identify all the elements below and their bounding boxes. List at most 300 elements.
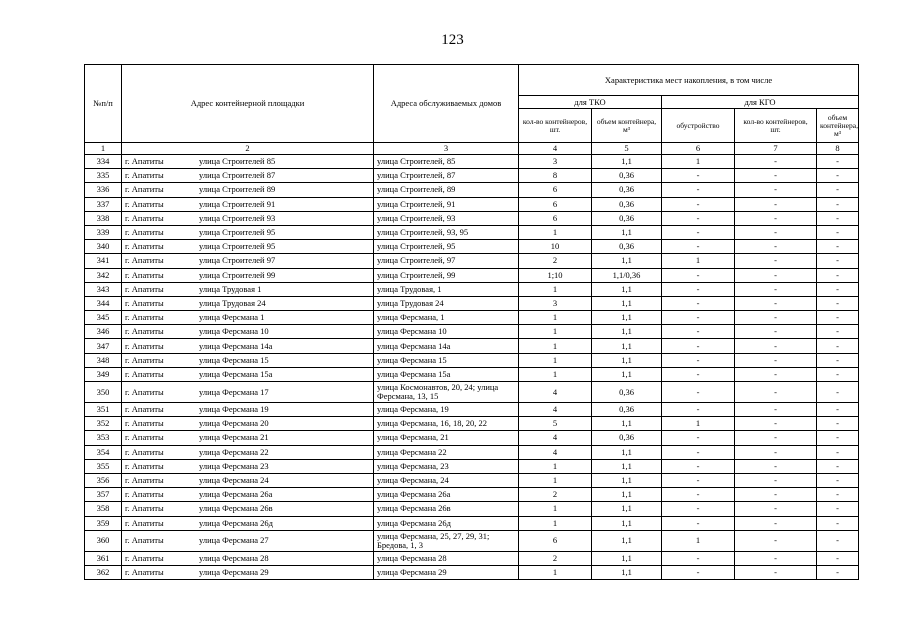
kgo-count: -: [735, 282, 817, 296]
kgo-volume: -: [817, 268, 859, 282]
served-houses: улица Трудовая 24: [374, 296, 519, 310]
served-houses: улица Ферсмана, 24: [374, 473, 519, 487]
kgo-arrangement: -: [662, 311, 735, 325]
kgo-count: -: [735, 565, 817, 579]
tko-count: 1: [519, 473, 592, 487]
site-address: [122, 296, 374, 310]
site-street: улица Строителей 97: [199, 255, 276, 266]
tko-volume: 0,36: [592, 211, 662, 225]
served-houses: улица Ферсмана 29: [374, 565, 519, 579]
row-number: 339: [85, 225, 122, 239]
kgo-arrangement: -: [662, 240, 735, 254]
served-houses: улица Строителей, 99: [374, 268, 519, 282]
site-street: улица Ферсмана 19: [199, 404, 269, 415]
site-street: улица Трудовая 1: [199, 283, 262, 294]
tko-count: 3: [519, 155, 592, 169]
site-city: г. Апатиты: [125, 552, 164, 563]
site-street: улица Ферсмана 15: [199, 354, 269, 365]
kgo-arrangement: -: [662, 403, 735, 417]
site-address: [122, 311, 374, 325]
kgo-volume: -: [817, 502, 859, 516]
kgo-volume: -: [817, 311, 859, 325]
table-row: [85, 197, 859, 211]
kgo-count: -: [735, 155, 817, 169]
site-address: [122, 565, 374, 579]
table-row: [85, 565, 859, 579]
row-number: 342: [85, 268, 122, 282]
kgo-arrangement: -: [662, 296, 735, 310]
site-address: [122, 473, 374, 487]
tko-volume: 1,1: [592, 155, 662, 169]
site-city: г. Апатиты: [125, 566, 164, 577]
header-tko-count: кол-во контейнеров, шт.: [519, 109, 592, 143]
site-address: [122, 445, 374, 459]
kgo-count: -: [735, 353, 817, 367]
site-address: [122, 240, 374, 254]
row-number: 351: [85, 403, 122, 417]
site-street: улица Строителей 93: [199, 212, 276, 223]
tko-volume: 0,36: [592, 197, 662, 211]
tko-volume: 1,1: [592, 530, 662, 551]
site-street: улица Ферсмана 26в: [199, 503, 273, 514]
kgo-count: -: [735, 473, 817, 487]
row-number: 347: [85, 339, 122, 353]
tko-count: 1: [519, 311, 592, 325]
row-number: 346: [85, 325, 122, 339]
site-address: [122, 551, 374, 565]
site-city: г. Апатиты: [125, 227, 164, 238]
site-city: г. Апатиты: [125, 170, 164, 181]
kgo-arrangement: -: [662, 282, 735, 296]
row-number: 353: [85, 431, 122, 445]
site-address: [122, 254, 374, 268]
site-address: [122, 268, 374, 282]
table-row: [85, 211, 859, 225]
table-row: [85, 183, 859, 197]
header-kgo: для КГО: [662, 96, 859, 109]
site-street: улица Ферсмана 26д: [199, 517, 273, 528]
site-city: г. Апатиты: [125, 386, 164, 397]
table-row: [85, 367, 859, 381]
kgo-volume: -: [817, 339, 859, 353]
kgo-count: -: [735, 325, 817, 339]
table-row: [85, 403, 859, 417]
tko-count: 1: [519, 367, 592, 381]
kgo-arrangement: 1: [662, 254, 735, 268]
tko-volume: 0,36: [592, 431, 662, 445]
served-houses: улица Строителей, 91: [374, 197, 519, 211]
kgo-count: -: [735, 551, 817, 565]
tko-count: 1: [519, 353, 592, 367]
kgo-arrangement: -: [662, 325, 735, 339]
served-houses: улица Ферсмана 22: [374, 445, 519, 459]
site-street: улица Строителей 95: [199, 241, 276, 252]
kgo-volume: -: [817, 367, 859, 381]
site-city: г. Апатиты: [125, 212, 164, 223]
table-row: [85, 240, 859, 254]
kgo-volume: -: [817, 353, 859, 367]
kgo-count: -: [735, 254, 817, 268]
tko-volume: 1,1: [592, 254, 662, 268]
site-city: г. Апатиты: [125, 535, 164, 546]
column-index: 1: [85, 143, 122, 155]
table-row: [85, 516, 859, 530]
site-street: улица Ферсмана 14а: [199, 340, 273, 351]
kgo-count: -: [735, 339, 817, 353]
tko-volume: 1,1: [592, 282, 662, 296]
kgo-arrangement: -: [662, 367, 735, 381]
table-row: [85, 268, 859, 282]
site-city: г. Апатиты: [125, 475, 164, 486]
row-number: 352: [85, 417, 122, 431]
kgo-arrangement: 1: [662, 155, 735, 169]
table-row: [85, 339, 859, 353]
served-houses: улица Ферсмана 10: [374, 325, 519, 339]
header-kgo-arrangement: обустройство: [662, 109, 735, 143]
site-address: [122, 211, 374, 225]
table-row: [85, 417, 859, 431]
kgo-count: -: [735, 311, 817, 325]
row-number: 338: [85, 211, 122, 225]
tko-count: 4: [519, 431, 592, 445]
kgo-arrangement: -: [662, 459, 735, 473]
kgo-count: -: [735, 367, 817, 381]
tko-count: 1: [519, 502, 592, 516]
kgo-volume: -: [817, 296, 859, 310]
kgo-arrangement: 1: [662, 417, 735, 431]
site-address: [122, 403, 374, 417]
tko-count: 1: [519, 565, 592, 579]
tko-count: 1;10: [519, 268, 592, 282]
kgo-arrangement: -: [662, 197, 735, 211]
site-address: [122, 169, 374, 183]
tko-count: 1: [519, 516, 592, 530]
kgo-count: -: [735, 502, 817, 516]
site-street: улица Строителей 85: [199, 156, 276, 167]
kgo-arrangement: -: [662, 473, 735, 487]
kgo-volume: -: [817, 282, 859, 296]
row-number: 344: [85, 296, 122, 310]
site-street: улица Ферсмана 20: [199, 418, 269, 429]
header-served-houses: Адреса обслуживаемых домов: [374, 65, 519, 143]
kgo-volume: -: [817, 183, 859, 197]
tko-volume: 1,1: [592, 417, 662, 431]
site-city: г. Апатиты: [125, 517, 164, 528]
site-street: улица Строителей 95: [199, 227, 276, 238]
kgo-count: -: [735, 382, 817, 403]
row-number: 356: [85, 473, 122, 487]
served-houses: улица Ферсмана, 25, 27, 29, 31; Бредова, 1, 3: [374, 530, 519, 551]
header-kgo-volume: объем контейнера, м³: [817, 109, 859, 143]
tko-volume: 1,1: [592, 445, 662, 459]
served-houses: улица Ферсмана 15: [374, 353, 519, 367]
kgo-arrangement: -: [662, 353, 735, 367]
kgo-arrangement: -: [662, 169, 735, 183]
site-street: улица Ферсмана 23: [199, 460, 269, 471]
tko-volume: 1,1: [592, 339, 662, 353]
tko-volume: 1,1: [592, 459, 662, 473]
column-index-row: [85, 143, 859, 155]
kgo-arrangement: -: [662, 339, 735, 353]
site-address: [122, 282, 374, 296]
tko-count: 1: [519, 282, 592, 296]
kgo-arrangement: -: [662, 225, 735, 239]
table-row: [85, 488, 859, 502]
tko-count: 4: [519, 445, 592, 459]
column-index: 2: [122, 143, 374, 155]
site-city: г. Апатиты: [125, 297, 164, 308]
site-city: г. Апатиты: [125, 340, 164, 351]
served-houses: улица Ферсмана 28: [374, 551, 519, 565]
kgo-volume: -: [817, 488, 859, 502]
site-city: г. Апатиты: [125, 354, 164, 365]
site-address: [122, 183, 374, 197]
row-number: 341: [85, 254, 122, 268]
site-city: г. Апатиты: [125, 312, 164, 323]
site-city: г. Апатиты: [125, 269, 164, 280]
tko-count: 1: [519, 325, 592, 339]
table-row: [85, 445, 859, 459]
site-city: г. Апатиты: [125, 460, 164, 471]
tko-count: 4: [519, 382, 592, 403]
tko-volume: 0,36: [592, 382, 662, 403]
table-row: [85, 155, 859, 169]
site-address: [122, 155, 374, 169]
row-number: 362: [85, 565, 122, 579]
tko-count: 6: [519, 530, 592, 551]
site-address: [122, 225, 374, 239]
site-street: улица Ферсмана 10: [199, 326, 269, 337]
table-row: [85, 431, 859, 445]
tko-volume: 0,36: [592, 169, 662, 183]
site-street: улица Ферсмана 24: [199, 475, 269, 486]
row-number: 337: [85, 197, 122, 211]
kgo-volume: -: [817, 530, 859, 551]
column-index: 5: [592, 143, 662, 155]
tko-volume: 1,1: [592, 473, 662, 487]
tko-count: 6: [519, 183, 592, 197]
row-number: 349: [85, 367, 122, 381]
tko-count: 5: [519, 417, 592, 431]
site-address: [122, 431, 374, 445]
column-index: 7: [735, 143, 817, 155]
table-row: [85, 225, 859, 239]
kgo-arrangement: -: [662, 516, 735, 530]
kgo-volume: -: [817, 565, 859, 579]
site-address: [122, 530, 374, 551]
page-number: 123: [441, 32, 464, 48]
row-number: 360: [85, 530, 122, 551]
tko-volume: 1,1: [592, 516, 662, 530]
site-address: [122, 367, 374, 381]
site-street: улица Ферсмана 28: [199, 552, 269, 563]
site-city: г. Апатиты: [125, 446, 164, 457]
table-row: [85, 530, 859, 551]
tko-count: 3: [519, 296, 592, 310]
row-number: 357: [85, 488, 122, 502]
site-street: улица Ферсмана 26а: [199, 489, 273, 500]
table-row: [85, 353, 859, 367]
table-row: [85, 551, 859, 565]
served-houses: улица Строителей, 85: [374, 155, 519, 169]
row-number: 358: [85, 502, 122, 516]
kgo-volume: -: [817, 325, 859, 339]
tko-volume: 1,1: [592, 353, 662, 367]
kgo-count: -: [735, 403, 817, 417]
header-characteristics: Характеристика мест накопления, в том числе: [519, 65, 859, 96]
kgo-volume: -: [817, 403, 859, 417]
kgo-arrangement: -: [662, 502, 735, 516]
table-row: [85, 296, 859, 310]
kgo-arrangement: -: [662, 211, 735, 225]
served-houses: улица Ферсмана 26д: [374, 516, 519, 530]
tko-volume: 0,36: [592, 403, 662, 417]
site-address: [122, 325, 374, 339]
table-body: [85, 155, 859, 580]
row-number: 361: [85, 551, 122, 565]
kgo-count: -: [735, 197, 817, 211]
site-address: [122, 488, 374, 502]
kgo-arrangement: -: [662, 268, 735, 282]
kgo-volume: -: [817, 417, 859, 431]
tko-volume: 0,36: [592, 183, 662, 197]
table-row: [85, 311, 859, 325]
kgo-count: -: [735, 268, 817, 282]
tko-count: 10: [519, 240, 592, 254]
kgo-count: -: [735, 183, 817, 197]
tko-volume: 1,1: [592, 551, 662, 565]
row-number: 359: [85, 516, 122, 530]
kgo-volume: -: [817, 459, 859, 473]
tko-volume: 1,1: [592, 488, 662, 502]
table-row: [85, 169, 859, 183]
site-city: г. Апатиты: [125, 489, 164, 500]
tko-count: 2: [519, 488, 592, 502]
site-city: г. Апатиты: [125, 326, 164, 337]
tko-count: 1: [519, 339, 592, 353]
tko-count: 1: [519, 225, 592, 239]
site-city: г. Апатиты: [125, 184, 164, 195]
row-number: 343: [85, 282, 122, 296]
served-houses: улица Ферсмана, 1: [374, 311, 519, 325]
kgo-arrangement: -: [662, 488, 735, 502]
table-row: [85, 382, 859, 403]
site-street: улица Трудовая 24: [199, 297, 266, 308]
kgo-arrangement: -: [662, 382, 735, 403]
kgo-arrangement: -: [662, 565, 735, 579]
site-city: г. Апатиты: [125, 432, 164, 443]
served-houses: улица Ферсмана, 16, 18, 20, 22: [374, 417, 519, 431]
kgo-volume: -: [817, 382, 859, 403]
served-houses: улица Строителей, 97: [374, 254, 519, 268]
kgo-arrangement: -: [662, 551, 735, 565]
served-houses: улица Строителей, 93: [374, 211, 519, 225]
kgo-volume: -: [817, 551, 859, 565]
site-street: улица Ферсмана 27: [199, 535, 269, 546]
served-houses: улица Ферсмана 15а: [374, 367, 519, 381]
kgo-count: -: [735, 211, 817, 225]
site-city: г. Апатиты: [125, 404, 164, 415]
row-number: 354: [85, 445, 122, 459]
site-city: г. Апатиты: [125, 368, 164, 379]
kgo-count: -: [735, 417, 817, 431]
kgo-arrangement: -: [662, 431, 735, 445]
site-address: [122, 353, 374, 367]
kgo-count: -: [735, 516, 817, 530]
site-address: [122, 459, 374, 473]
row-number: 348: [85, 353, 122, 367]
tko-count: 4: [519, 403, 592, 417]
kgo-volume: -: [817, 240, 859, 254]
site-city: г. Апатиты: [125, 283, 164, 294]
kgo-volume: -: [817, 431, 859, 445]
site-street: улица Строителей 99: [199, 269, 276, 280]
tko-volume: 0,36: [592, 240, 662, 254]
site-street: улица Ферсмана 22: [199, 446, 269, 457]
site-city: г. Апатиты: [125, 418, 164, 429]
row-number: 335: [85, 169, 122, 183]
tko-volume: 1,1: [592, 565, 662, 579]
table-row: [85, 473, 859, 487]
served-houses: улица Космонавтов, 20, 24; улица Ферсмана, 13, 15: [374, 382, 519, 403]
kgo-arrangement: -: [662, 183, 735, 197]
tko-volume: 1,1: [592, 296, 662, 310]
column-index: 6: [662, 143, 735, 155]
header-site-address: Адрес контейнерной площадки: [122, 65, 374, 143]
served-houses: улица Строителей, 95: [374, 240, 519, 254]
row-number: 350: [85, 382, 122, 403]
kgo-count: -: [735, 169, 817, 183]
kgo-arrangement: 1: [662, 530, 735, 551]
served-houses: улица Строителей, 93, 95: [374, 225, 519, 239]
table-row: [85, 282, 859, 296]
tko-volume: 1,1: [592, 311, 662, 325]
kgo-count: -: [735, 488, 817, 502]
kgo-count: -: [735, 445, 817, 459]
site-city: г. Апатиты: [125, 503, 164, 514]
tko-volume: 1,1: [592, 325, 662, 339]
column-index: 3: [374, 143, 519, 155]
served-houses: улица Ферсмана 26а: [374, 488, 519, 502]
kgo-arrangement: -: [662, 445, 735, 459]
tko-volume: 1,1: [592, 502, 662, 516]
site-street: улица Ферсмана 1: [199, 312, 265, 323]
column-index: 8: [817, 143, 859, 155]
site-street: улица Ферсмана 21: [199, 432, 269, 443]
site-street: улица Строителей 87: [199, 170, 276, 181]
site-street: улица Ферсмана 15а: [199, 368, 273, 379]
served-houses: улица Ферсмана, 19: [374, 403, 519, 417]
site-city: г. Апатиты: [125, 156, 164, 167]
kgo-volume: -: [817, 197, 859, 211]
served-houses: улица Строителей, 87: [374, 169, 519, 183]
kgo-volume: -: [817, 473, 859, 487]
site-address: [122, 417, 374, 431]
kgo-count: -: [735, 240, 817, 254]
table-row: [85, 254, 859, 268]
kgo-volume: -: [817, 169, 859, 183]
site-city: г. Апатиты: [125, 241, 164, 252]
tko-count: 1: [519, 459, 592, 473]
kgo-volume: -: [817, 225, 859, 239]
kgo-volume: -: [817, 254, 859, 268]
tko-volume: 1,1/0,36: [592, 268, 662, 282]
kgo-count: -: [735, 459, 817, 473]
site-street: улица Строителей 89: [199, 184, 276, 195]
site-address: [122, 516, 374, 530]
site-address: [122, 502, 374, 516]
header-kgo-count: кол-во контейнеров, шт.: [735, 109, 817, 143]
